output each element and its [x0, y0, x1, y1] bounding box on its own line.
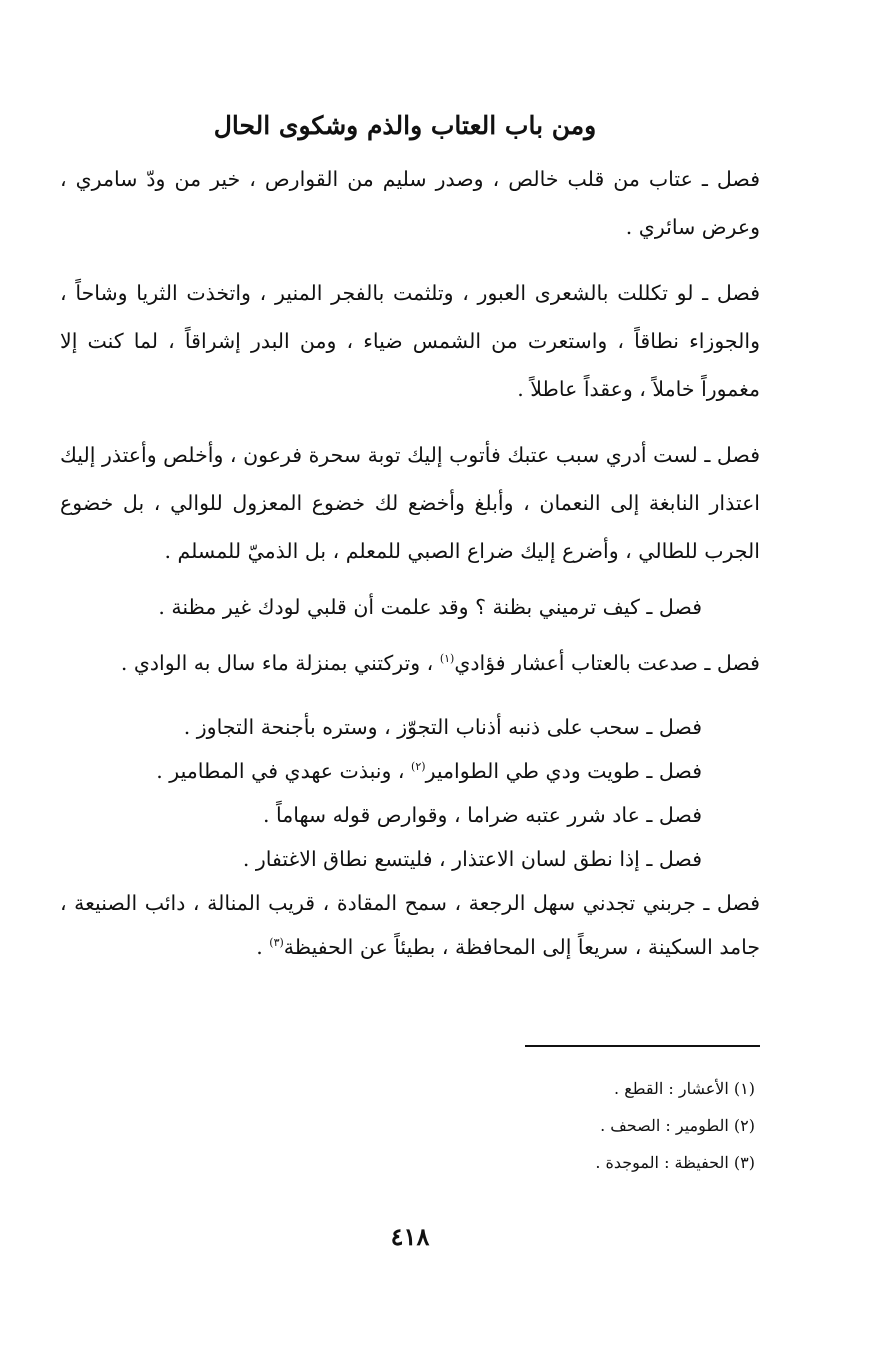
paragraph-10-start: فصل ـ جربني تجدني سهل الرجعة ، سمح المقادة ، قريب المنالة ، دائب الصنيعة ، جامد السكينة ، سريعاً إلى المحافظة ، بطيئاً عن الحفيظة: [60, 891, 760, 959]
paragraph-3: فصل ـ لست أدري سبب عتبك فأتوب إليك توبة سحرة فرعون ، وأخلص وأعتذر إليك اعتذار النابغة إلى النعمان ، وأبلغ وأخضع لك خضوع المعزول للوالي ، بل خضوع الجرب للطالي ، وأضرع إليك ضراع الصبي للمعلم ، بل الذميّ للمسلم .: [60, 443, 760, 563]
footnote-marker-1: (١): [439, 652, 455, 666]
footnotes: [400, 1070, 755, 1181]
paragraph-10-end: .: [256, 935, 270, 959]
paragraph-1: فصل ـ عتاب من قلب خالص ، وصدر سليم من القوارص ، خير من ودّ سامري ، وعرض سائري .: [60, 167, 760, 239]
paragraph-5-start: فصل ـ صدعت بالعتاب أعشار فؤادي: [454, 651, 760, 675]
main-text: [60, 155, 760, 969]
page-number: ٤١٨: [390, 1222, 430, 1251]
paragraph-8: فصل ـ عاد شرر عتبه ضراما ، وقوارص قوله سهاماً .: [262, 803, 702, 827]
paragraph-10: [60, 881, 760, 969]
paragraph-7: [60, 749, 760, 793]
footnote-1: (١) الأعشار : القطع .: [614, 1079, 755, 1098]
paragraph-7-end: ، ونبذت عهدي في المطامير .: [156, 759, 412, 783]
footnote-2: (٢) الطومير : الصحف .: [600, 1116, 755, 1135]
paragraph-6: فصل ـ سحب على ذنبه أذناب التجوّز ، وستره بأجنحة التجاوز .: [183, 715, 702, 739]
footnote-separator: [525, 1045, 760, 1047]
footnote-marker-2: (٢): [411, 760, 426, 774]
paragraph-9: فصل ـ إذا نطق لسان الاعتذار ، فليتسع نطاق الاغتفار .: [242, 847, 702, 871]
paragraph-2: فصل ـ لو تكللت بالشعرى العبور ، وتلثمت بالفجر المنير ، واتخذت الثريا وشاحاً ، والجوزاء نطاقاً ، واستعرت من الشمس ضياء ، ومن البدر إشراقاً ، لما كنت إلا مغموراً خاملاً ، وعقداً عاطلاً .: [60, 281, 760, 401]
paragraph-7-start: فصل ـ طويت ودي طي الطوامير: [425, 759, 702, 783]
footnote-3: (٣) الحفيظة : الموجدة .: [595, 1153, 755, 1172]
paragraph-5-end: ، وتركتني بمنزلة ماء سال به الوادي .: [120, 651, 440, 675]
paragraph-4: فصل ـ كيف ترميني بظنة ؟ وقد علمت أن قلبي لودك غير مظنة .: [158, 595, 702, 619]
paragraph-5: [60, 639, 760, 687]
footnote-marker-3: (٣): [269, 936, 284, 950]
section-title: ومن باب العتاب والذم وشكوى الحال: [213, 111, 597, 140]
